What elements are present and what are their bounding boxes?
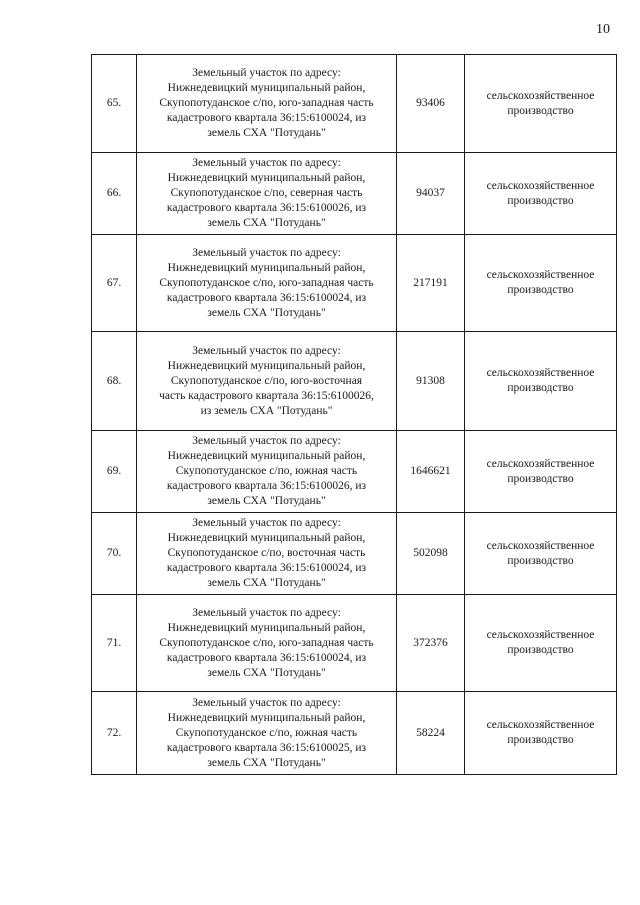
plot-usage: сельскохозяйственное производство xyxy=(465,595,617,692)
land-plots-table xyxy=(91,54,617,775)
plot-area: 93406 xyxy=(397,55,465,153)
table-row xyxy=(92,431,617,513)
table-row xyxy=(92,595,617,692)
row-number: 68. xyxy=(92,332,137,431)
plot-area: 94037 xyxy=(397,153,465,235)
table-row xyxy=(92,235,617,332)
plot-usage: сельскохозяйственное производство xyxy=(465,431,617,513)
plot-usage: сельскохозяйственное производство xyxy=(465,513,617,595)
plot-usage: сельскохозяйственное производство xyxy=(465,55,617,153)
plot-description: Земельный участок по адресу: Нижнедевицкий муниципальный район, Скупопотуданское с/по, восточная часть кадастрового квартала 36:15:6100024, из земель СХА "Потудань" xyxy=(137,513,397,595)
row-number: 72. xyxy=(92,692,137,775)
plot-area: 217191 xyxy=(397,235,465,332)
row-number: 67. xyxy=(92,235,137,332)
plot-area: 372376 xyxy=(397,595,465,692)
plot-area: 58224 xyxy=(397,692,465,775)
row-number: 65. xyxy=(92,55,137,153)
plot-usage: сельскохозяйственное производство xyxy=(465,153,617,235)
plot-description: Земельный участок по адресу: Нижнедевицкий муниципальный район, Скупопотуданское с/по, северная часть кадастрового квартала 36:15:6100026, из земель СХА "Потудань" xyxy=(137,153,397,235)
row-number: 66. xyxy=(92,153,137,235)
plot-area: 1646621 xyxy=(397,431,465,513)
table-row xyxy=(92,692,617,775)
plot-usage: сельскохозяйственное производство xyxy=(465,332,617,431)
plot-description: Земельный участок по адресу: Нижнедевицкий муниципальный район, Скупопотуданское с/по, юго-западная часть кадастрового квартала 36:15:6100024, из земель СХА "Потудань" xyxy=(137,595,397,692)
row-number: 69. xyxy=(92,431,137,513)
row-number: 71. xyxy=(92,595,137,692)
plot-description: Земельный участок по адресу: Нижнедевицкий муниципальный район, Скупопотуданское с/по, южная часть кадастрового квартала 36:15:6100025, из земель СХА "Потудань" xyxy=(137,692,397,775)
plot-description: Земельный участок по адресу: Нижнедевицкий муниципальный район, Скупопотуданское с/по, юго-западная часть кадастрового квартала 36:15:6100024, из земель СХА "Потудань" xyxy=(137,235,397,332)
table-row xyxy=(92,55,617,153)
table-row xyxy=(92,513,617,595)
plot-area: 502098 xyxy=(397,513,465,595)
plot-area: 91308 xyxy=(397,332,465,431)
table-row xyxy=(92,332,617,431)
plot-description: Земельный участок по адресу: Нижнедевицкий муниципальный район, Скупопотуданское с/по, южная часть кадастрового квартала 36:15:6100026, из земель СХА "Потудань" xyxy=(137,431,397,513)
table-row xyxy=(92,153,617,235)
plot-usage: сельскохозяйственное производство xyxy=(465,235,617,332)
plot-description: Земельный участок по адресу: Нижнедевицкий муниципальный район, Скупопотуданское с/по, юго-западная часть кадастрового квартала 36:15:6100024, из земель СХА "Потудань" xyxy=(137,55,397,153)
page-number: 10 xyxy=(596,22,610,37)
plot-description: Земельный участок по адресу: Нижнедевицкий муниципальный район, Скупопотуданское с/по, юго-восточная часть кадастрового квартала 36:15:6100026, из земель СХА "Потудань" xyxy=(137,332,397,431)
row-number: 70. xyxy=(92,513,137,595)
plot-usage: сельскохозяйственное производство xyxy=(465,692,617,775)
